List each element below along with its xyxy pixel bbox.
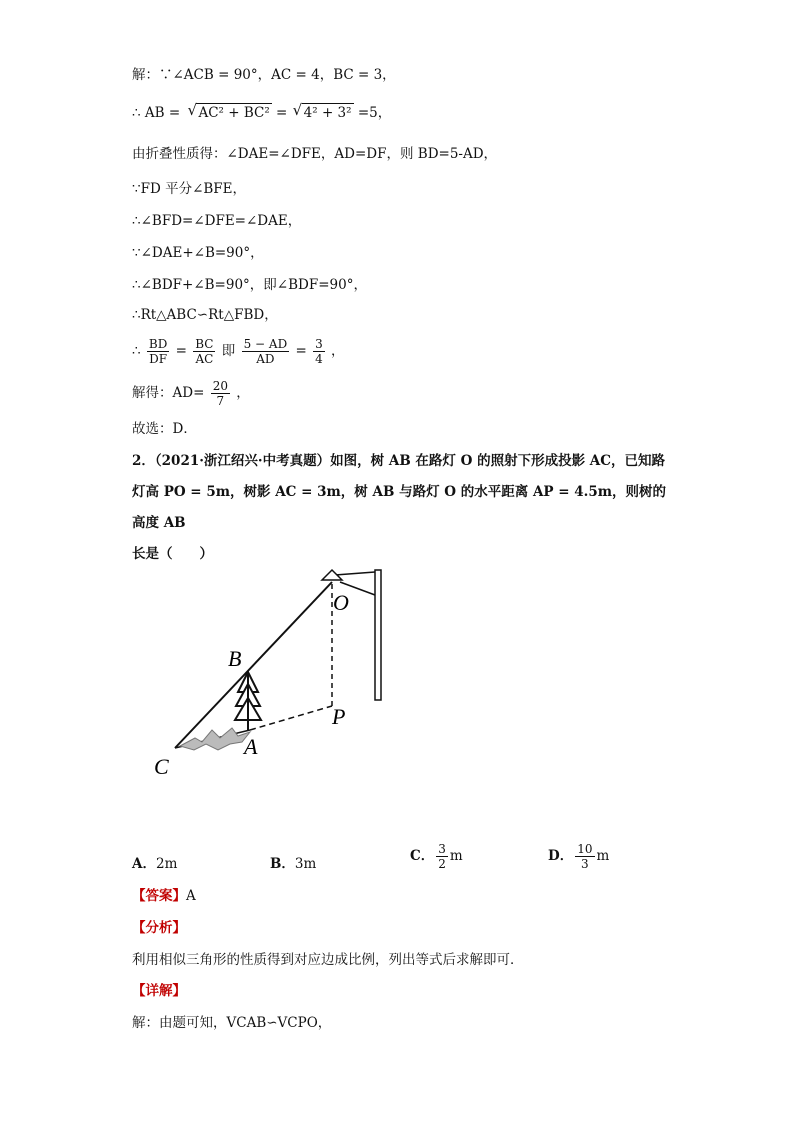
question-text-line-2: 灯高 PO = 5m，树影 AC = 3m，树 AB 与路灯 O 的水平距离 AP = 4.5m，则树的高度 AB: [132, 484, 667, 531]
option-value: 3m: [294, 856, 317, 872]
equals-sign: =: [175, 343, 187, 359]
solution-line-2: [132, 103, 391, 122]
option-unit: m: [596, 848, 610, 864]
option-a[interactable]: [132, 852, 177, 872]
solution-line-10: [132, 375, 250, 411]
solve-prefix: 解得：AD=: [132, 385, 205, 401]
solution-line-1: 解：∵∠ACB = 90°，AC = 4，BC = 3，: [132, 67, 396, 83]
solution-line-3: 由折叠性质得：∠DAE=∠DFE，AD=DF，则 BD=5-AD，: [132, 146, 498, 162]
solution-line-9: [132, 333, 345, 369]
distance-dashed-line: [250, 706, 332, 730]
answer-line: [132, 887, 196, 905]
light-ray-line: [175, 582, 332, 748]
question-text-line-1: 如图，树 AB 在路灯 O 的照射下形成投影 AC，已知路: [330, 453, 666, 469]
solution-line-7: ∴∠BDF+∠B=90°，即∠BDF=90°，: [132, 277, 367, 293]
fraction-bc-ac: [193, 337, 215, 366]
question-source: （2021·浙江绍兴·中考真题）: [154, 453, 331, 469]
option-letter: B．: [270, 856, 295, 872]
fraction-numerator: 20: [212, 379, 228, 393]
option-value: 2m: [155, 856, 178, 872]
fraction-denominator: AD: [256, 352, 275, 366]
fraction-5-ad-ad: [242, 337, 290, 366]
fraction-denominator: AC: [195, 352, 214, 366]
label-p: P: [332, 704, 346, 729]
fraction-bd-df: [147, 337, 169, 366]
option-fraction: [436, 842, 448, 871]
question-2-text: [132, 446, 672, 570]
geometry-figure: [140, 560, 420, 790]
label-o: O: [333, 590, 349, 615]
detail-text: 解：由题可知，VCAB∽VCPO，: [132, 1015, 332, 1031]
fraction-denominator: 3: [581, 857, 589, 871]
option-fraction: [575, 842, 594, 871]
detail-tag: 【详解】: [132, 983, 186, 999]
comma: ，: [236, 385, 250, 401]
solution-line-11: 故选：D．: [132, 421, 197, 437]
solution-line-4: ∵FD 平分∠BFE，: [132, 181, 247, 197]
solution-line-8: ∴Rt△ABC∽Rt△FBD，: [132, 307, 278, 323]
fraction-20-7: [211, 379, 230, 408]
solution-line-5: ∴∠BFD=∠DFE=∠DAE，: [132, 213, 302, 229]
lamp-pole: [375, 570, 381, 700]
label-a: A: [244, 734, 258, 759]
option-c[interactable]: [410, 842, 463, 871]
therefore-symbol: ∴: [132, 343, 141, 359]
answer-tag: 【答案】: [132, 888, 186, 904]
option-unit: m: [449, 848, 463, 864]
lamp-arm-top: [335, 572, 375, 575]
sqrt-expression-2: √ 4² + 3²: [302, 103, 354, 122]
fraction-denominator: 2: [438, 857, 446, 871]
option-letter: D．: [548, 848, 574, 864]
fraction-numerator: 3: [438, 842, 446, 856]
fraction-numerator: BC: [195, 337, 214, 351]
fraction-denominator: 4: [315, 352, 323, 366]
fraction-denominator: DF: [149, 352, 168, 366]
analysis-tag-line: [132, 919, 186, 937]
fraction-numerator: BD: [148, 337, 168, 351]
answer-value: A: [186, 888, 196, 904]
equals-sign: =: [276, 105, 292, 121]
option-d[interactable]: [548, 842, 609, 871]
comma: ，: [331, 343, 345, 359]
question-number: 2．: [132, 453, 155, 469]
ab-result: =5，: [357, 105, 392, 121]
question-text-line-3: 长是（ ）: [132, 546, 213, 562]
namely-text: 即: [221, 343, 236, 359]
solution-line-6: ∵∠DAE+∠B=90°，: [132, 245, 264, 261]
label-c: C: [154, 754, 169, 779]
analysis-tag: 【分析】: [132, 920, 186, 936]
fraction-numerator: 3: [315, 337, 323, 351]
analysis-text: 利用相似三角形的性质得到对应边成比例，列出等式后求解即可．: [132, 952, 524, 968]
fraction-numerator: 10: [577, 842, 593, 856]
fraction-3-4: [313, 337, 325, 366]
fraction-numerator: 5 − AD: [243, 337, 288, 351]
fraction-denominator: 7: [216, 394, 225, 408]
option-letter: C．: [410, 848, 435, 864]
sqrt-expression-1: √ AC² + BC²: [196, 103, 271, 122]
detail-tag-line: [132, 982, 186, 1000]
option-b[interactable]: [270, 852, 316, 872]
ab-prefix: ∴ AB =: [132, 105, 181, 121]
equals-sign: =: [295, 343, 307, 359]
option-letter: A．: [132, 856, 156, 872]
label-b: B: [228, 646, 242, 671]
